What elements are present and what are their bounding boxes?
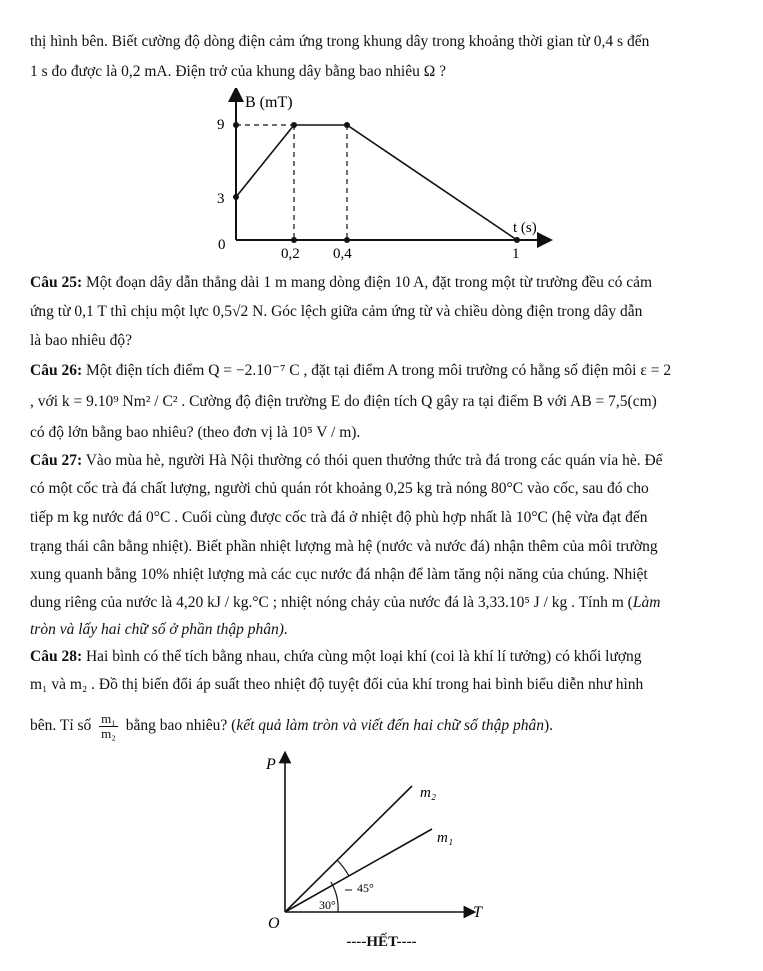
- b-vs-t-graph: [200, 88, 560, 268]
- text-line: Hai bình có thể tích bằng nhau, chứa cùng một loại khí (coi là khí lí tưởng) có khối lượng: [82, 648, 642, 665]
- fraction-numerator: m₁: [101, 711, 116, 726]
- text-line: trạng thái cân bằng nhiệt). Biết phần nhiệt lượng mà hệ (nước và nước đá) nhận thêm của môi trường: [30, 538, 658, 555]
- y-axis-label: B (mT): [245, 94, 293, 111]
- x-axis-label: t (s): [513, 220, 537, 236]
- line-label-m2: m₂: [420, 785, 437, 801]
- y-axis-label: P: [266, 756, 276, 773]
- text-line: ).: [543, 717, 553, 735]
- angle-arc-45: [337, 860, 349, 876]
- text-line: Một điện tích điểm Q = −2.10⁻⁷ C , đặt tại điểm A trong môi trường có hằng số điện môi ε = 2: [82, 362, 672, 379]
- fraction-denominator: m₂: [101, 726, 116, 741]
- question-label: Câu 26:: [30, 362, 83, 379]
- text-line: Một đoạn dây dẫn thẳng dài 1 m mang dòng điện 10 A, đặt trong một từ trường đều có cảm: [82, 274, 653, 291]
- question-label: Câu 25:: [30, 274, 83, 291]
- x-tick-label: 0,2: [281, 246, 300, 262]
- text-line: dung riêng của nước là 4,20 kJ / kg.°C ; nhiệt nóng chảy của nước đá là 3,33.10⁵ J / kg . Tính m (: [30, 594, 633, 611]
- origin-label: O: [268, 915, 280, 932]
- line-m1: [285, 829, 432, 912]
- text-line: là bao nhiêu độ?: [30, 332, 133, 349]
- text-line: có độ lớn bằng bao nhiêu? (theo đơn vị là 10⁵ V / m).: [30, 424, 361, 441]
- text-line: ứng từ 0,1 T thì chịu một lực 0,5√2 N. Góc lệch giữa cảm ứng từ và chiều dòng điện trong dây dẫn: [30, 303, 643, 320]
- text-italic: Làm: [632, 594, 661, 611]
- x-axis-label: T: [473, 904, 482, 921]
- line-m2: [285, 786, 412, 912]
- text-line: thị hình bên. Biết cường độ dòng điện cảm ứng trong khung dây trong khoảng thời gian từ 0,4 s đến: [30, 33, 650, 50]
- p-vs-t-graph: [255, 750, 495, 935]
- text-line: , với k = 9.10⁹ Nm² / C² . Cường độ điện trường E do điện tích Q gây ra tại điểm B với AB = 7,5(cm): [30, 393, 657, 410]
- ratio-fraction: [99, 712, 118, 741]
- question-label: Câu 28:: [30, 648, 83, 665]
- text-line: m₁ và m₂ . Đồ thị biến đổi áp suất theo nhiệt độ tuyệt đối của khí trong hai bình biểu diễn như hình: [30, 676, 644, 693]
- angle-label-45: 45°: [357, 881, 374, 895]
- text-line: tròn và lấy hai chữ số ở phần thập phân).: [30, 621, 288, 638]
- end-marker: ----HẾT----: [346, 934, 417, 950]
- line-label-m1: m₁: [437, 830, 454, 846]
- x-tick-label: 1: [512, 246, 520, 262]
- question-label: Câu 27:: [30, 452, 83, 469]
- angle-label-30: 30°: [319, 898, 336, 912]
- text-line: Vào mùa hè, người Hà Nội thường có thói quen thưởng thức trà đá trong các quán vỉa hè. Để: [82, 452, 663, 469]
- text-line: có một cốc trà đá chất lượng, người chủ quán rót khoảng 0,25 kg trà nóng 80°C vào cốc, sau đó cho: [30, 480, 649, 497]
- y-tick-label: 9: [217, 117, 225, 133]
- text-italic: kết quả làm tròn và viết đến hai chữ số thập phân: [236, 717, 544, 735]
- text-line: 1 s đo được là 0,2 mA. Điện trở của khung dây bằng bao nhiêu Ω ?: [30, 63, 446, 80]
- text-line: xung quanh bằng 10% nhiệt lượng mà các cục nước đá nhận để làm tăng nội năng của chúng. Nhiệt: [30, 566, 648, 583]
- b-curve: [236, 125, 517, 240]
- x-tick-label: 0,4: [333, 246, 352, 262]
- text-line: tiếp m kg nước đá 0°C . Cuối cùng được cốc trà đá ở nhiệt độ phù hợp nhất là 10°C (hệ vừa đạt đến: [30, 509, 648, 526]
- origin-label: 0: [218, 237, 226, 253]
- text-line: bằng bao nhiêu? (: [121, 717, 237, 735]
- y-tick-label: 3: [217, 191, 225, 207]
- text-line: bên. Tỉ số: [30, 717, 92, 735]
